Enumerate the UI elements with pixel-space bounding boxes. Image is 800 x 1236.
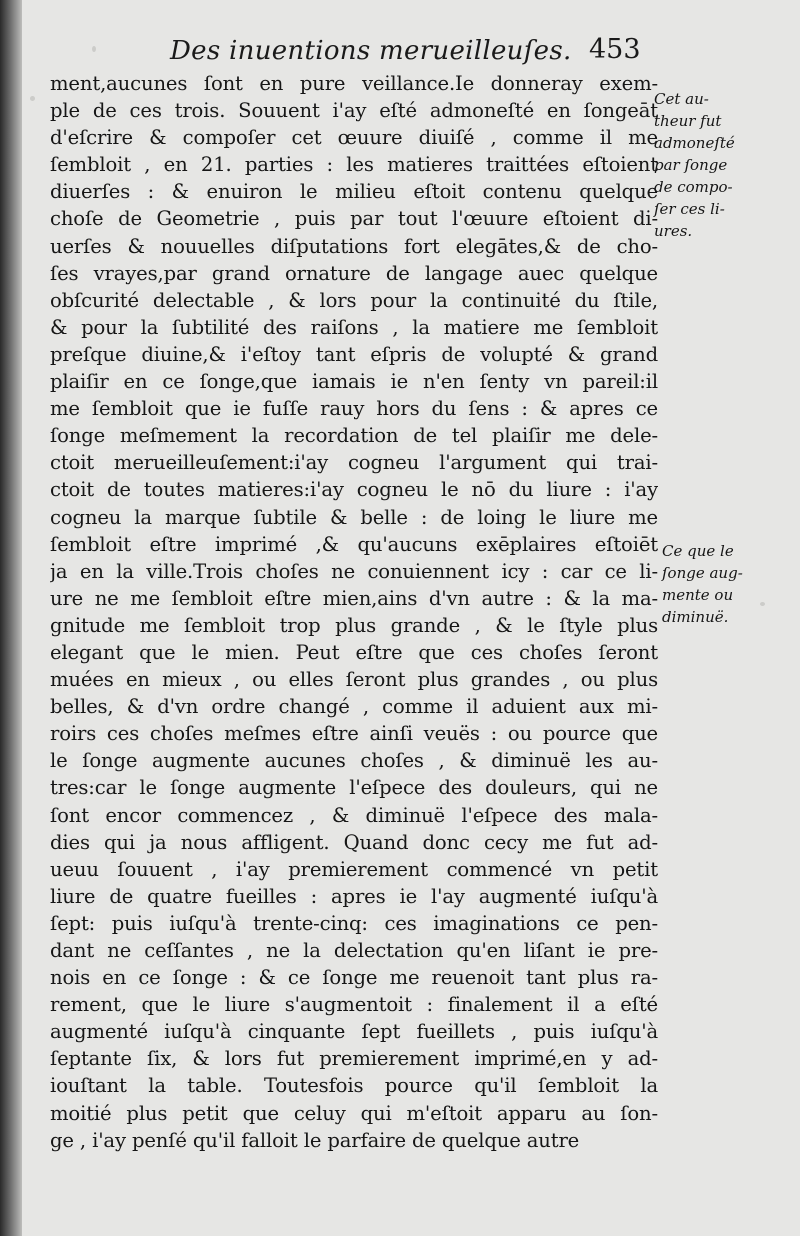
- margin-note-line: Ce que le: [662, 542, 734, 560]
- margin-note-line: ſer ces li-: [654, 200, 725, 218]
- text-line: liure de quatre fueilles : apres ie l'ay augmenté iuſqu'à: [50, 884, 658, 908]
- text-line: me ſembloit que ie fuſſe rauy hors du ſens : & apres ce: [50, 397, 658, 421]
- margin-note-line: ſonge aug-: [662, 564, 743, 582]
- text-line: nois en ce ſonge : & ce ſonge me reuenoit tant plus ra-: [50, 966, 658, 990]
- text-line: dant ne ceſſantes , ne la delectation qu'en liſant ie pre-: [50, 939, 658, 962]
- running-head: Des inuentions merueilleuſes.: [170, 36, 572, 66]
- text-line: ſembloit , en 21. parties : les matieres traittées eſtoient: [50, 153, 658, 177]
- text-line: uerſes & nouuelles diſputations fort elegātes,& de cho-: [50, 234, 658, 258]
- ink-speck: [92, 46, 96, 52]
- margin-note-admonished: [654, 88, 735, 242]
- text-line: obſcurité delectable , & lors pour la continuité du ſtile,: [50, 288, 658, 312]
- text-line: diuerſes : & enuiron le milieu eſtoit contenu quelque: [50, 180, 658, 204]
- margin-note-line: admoneſté: [654, 134, 735, 152]
- text-line: cogneu la marque ſubtile & belle : de loing le liure me: [50, 505, 658, 529]
- text-line: belles, & d'vn ordre changé , comme il aduient aux mi-: [50, 695, 658, 719]
- text-line: tres:car le ſonge augmente l'eſpece des douleurs, qui ne: [50, 776, 658, 800]
- text-line: ment,aucunes ſont en pure veillance.Ie donneray exem-: [50, 72, 658, 95]
- text-line: dies qui ja nous affligent. Quand donc cecy me fut ad-: [50, 830, 658, 854]
- margin-note-line: diminuë.: [662, 608, 729, 626]
- margin-note-line: de compo-: [654, 178, 733, 196]
- text-line: iouſtant la table. Toutesfois pource qu'il ſembloit la: [50, 1074, 658, 1098]
- text-line: plaiſir en ce ſonge,que iamais ie n'en ſenty vn pareil:il: [50, 370, 658, 394]
- text-line: elegant que le mien. Peut eſtre que ces choſes ſeront: [50, 640, 658, 664]
- text-line: muées en mieux , ou elles ſeront plus grandes , ou plus: [50, 668, 658, 692]
- text-line: preſque diuine,& i'eſtoy tant eſpris de volupté & grand: [50, 342, 658, 366]
- ink-speck: [30, 96, 35, 101]
- text-line: choſe de Geometrie , puis par tout l'œuure eſtoient di-: [50, 207, 658, 231]
- text-line: rement, que le liure s'augmentoit : finalement il a eſté: [50, 993, 658, 1017]
- text-line: ſont encor commencez , & diminuë l'eſpece des mala-: [50, 803, 658, 827]
- text-line: ja en la ville.Trois choſes ne conuiennent icy : car ce li-: [50, 559, 658, 583]
- ink-speck: [760, 602, 765, 606]
- margin-note-line: Cet au-: [654, 90, 709, 108]
- text-line: ſeptante ſix, & lors fut premierement imprimé,en y ad-: [50, 1047, 658, 1071]
- text-line: ctoit de toutes matieres:i'ay cogneu le nō du liure : i'ay: [50, 478, 658, 502]
- text-line: le ſonge augmente aucunes choſes , & diminuë les au-: [50, 749, 658, 773]
- text-line: ſembloit eſtre imprimé ,& qu'aucuns exēplaires eſtoiēt: [50, 532, 658, 556]
- page-gutter-shadow: [0, 0, 22, 1236]
- margin-note-line: par ſonge: [654, 156, 728, 174]
- margin-note-line: ures.: [654, 222, 693, 240]
- text-line: ctoit merueilleuſement:i'ay cogneu l'argument qui trai-: [50, 451, 658, 475]
- text-line: augmenté iuſqu'à cinquante ſept fueillets , puis iuſqu'à: [50, 1020, 658, 1044]
- text-line: ſept: puis iuſqu'à trente-cinq: ces imaginations ce pen-: [50, 911, 658, 935]
- margin-note-line: theur fut: [654, 112, 722, 130]
- text-line: & pour la ſubtilité des raiſons , la matiere me ſembloit: [50, 315, 658, 339]
- text-line: ge , i'ay penſé qu'il falloit le parfaire de quelque autre: [50, 1128, 580, 1152]
- text-line: d'eſcrire & compoſer cet œuure diuiſé , comme il me: [50, 126, 658, 150]
- text-line: gnitude me ſembloit trop plus grande , & le ſtyle plus: [50, 613, 658, 637]
- text-line: roirs ces choſes meſmes eſtre ainſi veuës : ou pource que: [50, 722, 658, 746]
- text-line: ſes vrayes,par grand ornature de langage auec quelque: [50, 261, 658, 285]
- body-text: [50, 70, 658, 1154]
- text-line: ure ne me ſembloit eſtre mien,ains d'vn autre : & la ma-: [50, 586, 658, 610]
- text-line: ſonge meſmement la recordation de tel plaiſir me dele-: [50, 424, 658, 448]
- margin-note-line: mente ou: [662, 586, 734, 604]
- margin-note-dream-augments: [662, 540, 743, 628]
- text-line: ple de ces trois. Souuent i'ay eſté admoneſté en ſongeāt: [50, 99, 658, 123]
- page-number: 453: [589, 34, 641, 65]
- text-line: ueuu ſouuent , i'ay premierement commencé vn petit: [50, 857, 658, 881]
- text-line: moitié plus petit que celuy qui m'eſtoit apparu au ſon-: [50, 1101, 658, 1125]
